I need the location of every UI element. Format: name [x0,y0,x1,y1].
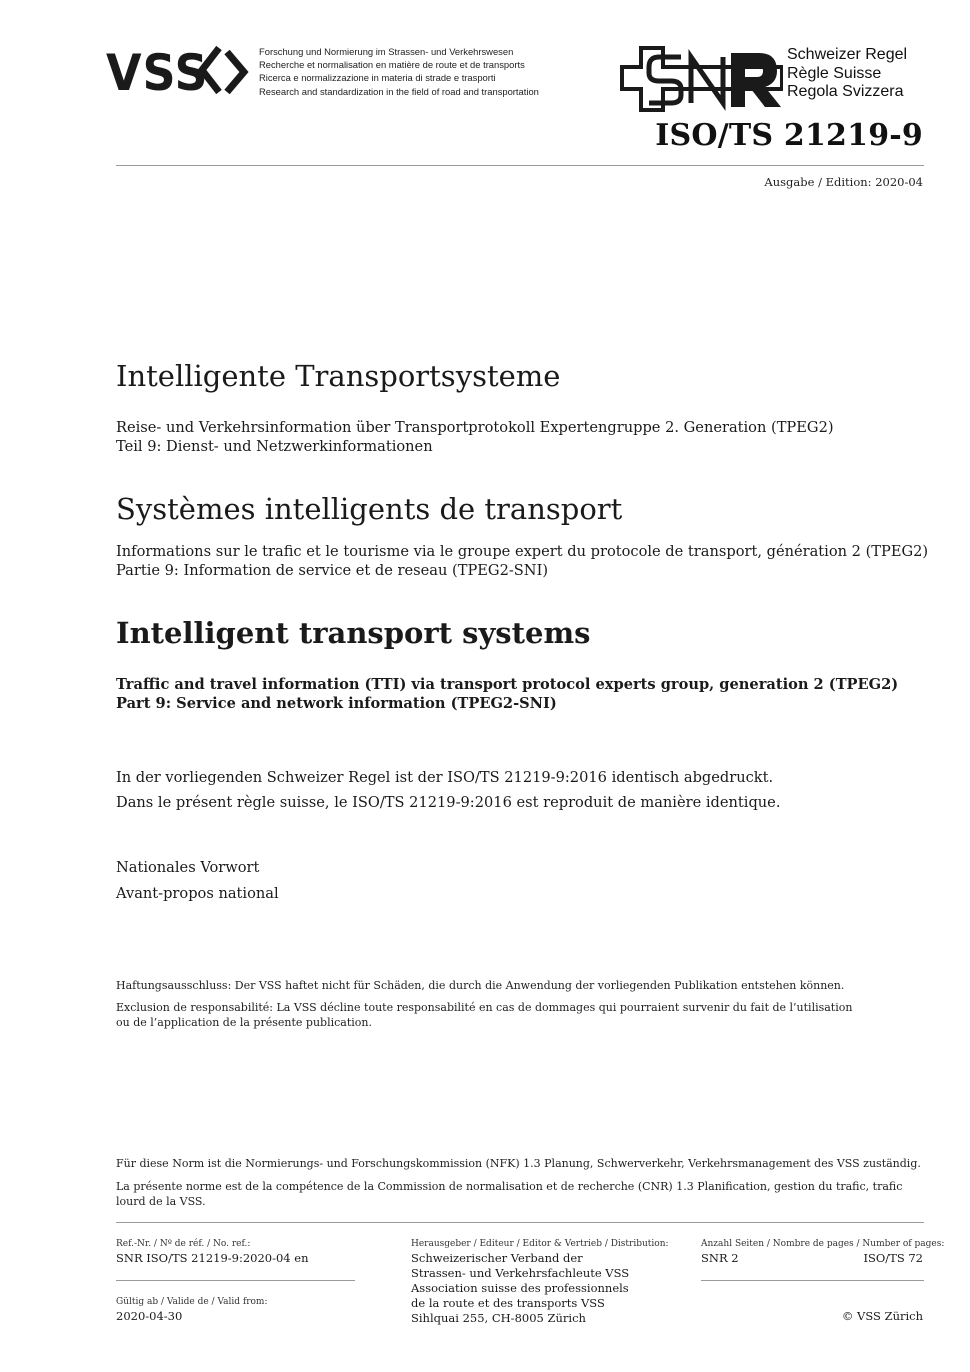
subtitle-english [116,676,898,713]
iso-reference: ISO/TS 21219-9 [655,118,923,153]
vss-description-line: Research and standardization in the field of road and transportation [259,85,539,97]
header-divider [116,165,924,166]
footer-column-divider [701,1280,924,1281]
snr-logo [619,45,783,117]
identity-note-french: Dans le présent règle suisse, le ISO/TS 21219-9:2016 est reproduit de manière identique. [116,794,781,811]
commission-note-german: Für diese Norm ist die Normierungs- und Forschungskommission (NFK) 1.3 Planung, Schwerverkehr, Verkehrsmanagement des VSS zuständig. [116,1157,921,1170]
valid-from-label: Gültig ab / Valide de / Valid from: [116,1297,268,1307]
snr-language-fr: Règle Suisse [787,64,882,82]
edition-date: Ausgabe / Edition: 2020-04 [764,175,923,189]
snr-languages [787,46,907,102]
vss-description-line: Ricerca e normalizzazione in materia di strade e trasporti [259,72,496,84]
subtitle-french [116,543,928,580]
reference-number-label: Ref.-Nr. / Nº de réf. / No. ref.: [116,1239,251,1249]
identity-note-german: In der vorliegenden Schweizer Regel ist der ISO/TS 21219-9:2016 identisch abgedruckt. [116,769,774,786]
foreword-heading-german: Nationales Vorwort [116,859,260,876]
svg-text:VSS: VSS [106,44,209,98]
publisher-line: Association suisse des professionnels [411,1281,629,1295]
title-french: Systèmes intelligents de transport [116,492,623,526]
publisher-address [411,1251,629,1326]
title-english: Intelligent transport systems [116,616,591,650]
snr-language-it: Regola Svizzera [787,83,904,100]
disclaimer-german: Haftungsausschluss: Der VSS haftet nicht für Schäden, die durch die Anwendung der vorliegenden Publikation entstehen können. [116,979,845,992]
page-count-iso: ISO/TS 72 [863,1251,923,1265]
commission-note-french: La présente norme est de la compétence de la Commission de normalisation et de recherche (CNR) 1.3 Planification, gestion du trafic, trafic lourd de la VSS. [116,1180,903,1208]
subtitle-line: Reise- und Verkehrsinformation über Transportprotokoll Expertengruppe 2. Generation (TPEG2) [116,419,834,436]
publisher-line: Sihlquai 255, CH-8005 Zürich [411,1311,586,1325]
subtitle-line: Partie 9: Information de service et de reseau (TPEG2-SNI) [116,561,549,579]
publisher-label: Herausgeber / Editeur / Editor & Vertrieb / Distribution: [411,1239,669,1249]
subtitle-german [116,419,834,456]
vss-description-line: Forschung und Normierung im Strassen- und Verkehrswesen [259,46,514,57]
page-count-label: Anzahl Seiten / Nombre de pages / Number of pages: [701,1239,945,1249]
vss-description [259,45,539,98]
footer-divider [116,1222,924,1223]
subtitle-line: Informations sur le trafic et le tourisme via le groupe expert du protocole de transport, génération 2 (TPEG2) [116,543,929,560]
page-count-snr: SNR 2 [701,1251,739,1265]
disclaimer-french: Exclusion de responsabilité: La VSS décline toute responsabilité en cas de dommages qui pourraient survenir du fait de l’utilisation ou de l’application de la présente publication. [116,1001,853,1029]
valid-from-date: 2020-04-30 [116,1309,183,1323]
reference-number: SNR ISO/TS 21219-9:2020-04 en [116,1251,309,1265]
publisher-line: Schweizerischer Verband der [411,1251,583,1265]
title-german: Intelligente Transportsysteme [116,359,561,393]
subtitle-line: Teil 9: Dienst- und Netzwerkinformationen [116,437,433,455]
subtitle-line: Part 9: Service and network information (TPEG2-SNI) [116,694,557,712]
footer-column-divider [116,1280,355,1281]
publisher-line: de la route et des transports VSS [411,1296,605,1310]
foreword-heading-french: Avant-propos national [116,885,279,902]
snr-language-de: Schweizer Regel [787,46,908,63]
publisher-line: Strassen- und Verkehrsfachleute VSS [411,1266,630,1280]
copyright-notice: © VSS Zürich [841,1309,923,1323]
vss-logo [106,44,252,102]
subtitle-line: Traffic and travel information (TTI) via transport protocol experts group, generation 2 (TPEG2) [116,676,899,693]
vss-description-line: Recherche et normalisation en matière de route et de transports [259,59,525,71]
